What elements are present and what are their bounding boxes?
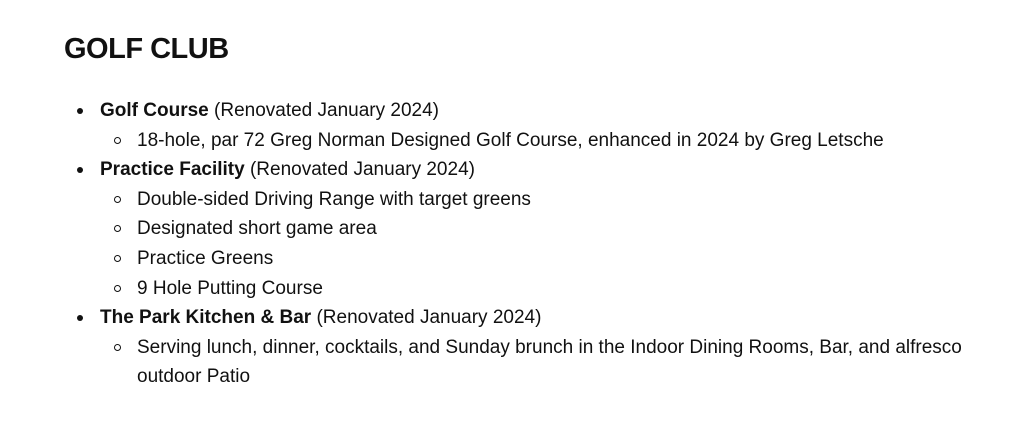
- sub-list-item: [0, 274, 977, 304]
- sub-list-item: [0, 214, 977, 244]
- bullet-circle-icon: [114, 255, 121, 262]
- sub-item-text: Double-sided Driving Range with target greens: [137, 188, 531, 210]
- list-item-golf-course: [0, 96, 1024, 155]
- bullet-circle-icon: [114, 285, 121, 292]
- sub-list-item: [0, 185, 977, 215]
- bullet-circle-icon: [114, 137, 121, 144]
- list-item-line: [0, 303, 1024, 333]
- sub-item-text: 9 Hole Putting Course: [137, 277, 323, 299]
- sub-list: [0, 185, 1024, 303]
- bullet-disc-icon: [77, 108, 83, 114]
- item-note: (Renovated January 2024): [214, 100, 439, 121]
- sub-list-item: [0, 126, 977, 156]
- bullet-circle-icon: [114, 225, 121, 232]
- list-item-park-kitchen-bar: [0, 303, 1024, 392]
- amenities-list: [0, 96, 1024, 392]
- bullet-circle-icon: [114, 344, 121, 351]
- sub-item-text: Designated short game area: [137, 218, 377, 240]
- item-title: Practice Facility: [100, 159, 245, 181]
- sub-item-text: Practice Greens: [137, 247, 274, 269]
- item-note: (Renovated January 2024): [249, 159, 475, 181]
- sub-item-text: Serving lunch, dinner, cocktails, and Sunday brunch in the Indoor Dining Rooms, Bar, and alfresco outdoor Patio: [137, 336, 962, 388]
- list-item-line: [0, 155, 1024, 185]
- sub-list-item: [0, 244, 977, 274]
- item-note: (Renovated January 2024): [316, 307, 542, 329]
- list-item-practice-facility: [0, 155, 1024, 303]
- item-title: The Park Kitchen & Bar: [100, 307, 312, 329]
- bullet-disc-icon: [77, 315, 83, 321]
- sub-list: [0, 333, 1024, 392]
- list-item-line: [0, 96, 1024, 126]
- bullet-disc-icon: [77, 167, 83, 173]
- sub-list: [0, 126, 1024, 156]
- item-title: Golf Course: [100, 100, 209, 121]
- sub-list-item: [0, 333, 977, 392]
- section-heading: GOLF CLUB: [64, 33, 229, 65]
- sub-item-text: 18-hole, par 72 Greg Norman Designed Golf Course, enhanced in 2024 by Greg Letsche: [137, 129, 884, 151]
- bullet-circle-icon: [114, 196, 121, 203]
